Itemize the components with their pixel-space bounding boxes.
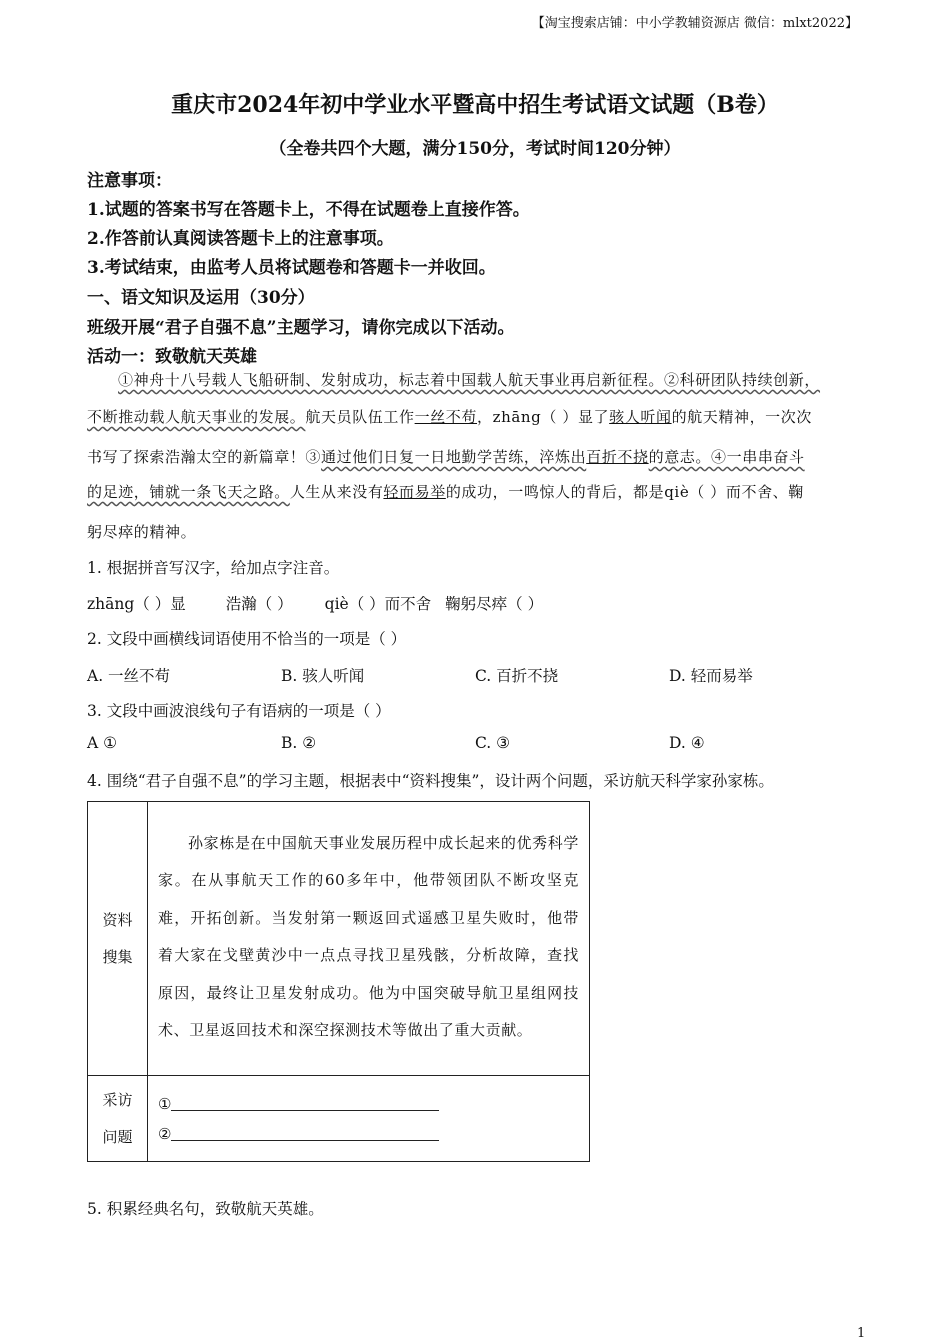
passage-text: ，zhāng（ ）显了 [477,408,610,426]
info-content-cell [148,802,590,1076]
passage-text: 的成功，一鸣惊人的背后，都是qiè（ ）而不舍、鞠 [445,483,804,501]
notice-heading: 注意事项： [87,171,172,191]
question-5-prompt: 5. 积累经典名句，致敬航天英雄。 [87,1200,324,1218]
answer-line-1[interactable] [171,1093,439,1111]
info-text: 孙家栋是在中国航天事业发展历程中成长起来的优秀科学家。在从事航天工作的60多年中，他带领团队不断攻坚克难，开拓创新。当发射第一颗返回式遥感卫星失败时，他带着大家在戈壁黄沙中一点点寻找卫星残骸，分析故障，查找原因，最终让卫星发射成功。他为中国突破导航卫星组网技术、卫星返回技术和深空探测技术等做出了重大贡献。 [158,833,579,1039]
passage-text: 人生从来没有 [289,483,384,501]
passage-line-1 [118,369,820,390]
q3-option-a[interactable]: A ① [87,734,118,752]
interview-question-2 [158,1119,579,1149]
passage-line-2 [87,406,812,427]
q1-item: qiè（ ）而不舍 [324,595,432,613]
notice-item-2: 2.作答前认真阅读答题卡上的注意事项。 [87,229,394,249]
notice-item-3: 3.考试结束，由监考人员将试题卷和答题卡一并收回。 [87,258,496,278]
q2-option-c[interactable]: C. 百折不挠 [475,667,559,685]
notice-item-1: 1.试题的答案书写在答题卡上，不得在试题卷上直接作答。 [87,200,530,220]
q2-option-a[interactable]: A. 一丝不苟 [87,667,171,685]
passage-wavy-text: ①神舟十八号载人飞船研制、发射成功，标志着中国载人航天事业再启新征程。②科研团队持续创新， [118,371,821,389]
interview-question-1 [158,1089,579,1119]
question-3-prompt: 3. 文段中画波浪线句子有语病的一项是（ ） [87,702,391,720]
info-label-line-2: 搜集 [102,947,133,966]
passage-text: 书写了探索浩瀚太空的新篇章！③ [87,448,322,466]
passage-line-4 [87,481,804,502]
section-heading: 一、语文知识及运用（30分） [87,288,315,308]
interview-questions-cell [148,1076,590,1162]
interview-label-line-2: 问题 [102,1127,133,1146]
exam-subtitle: （全卷共四个大题，满分150分，考试时间120分钟） [269,139,681,159]
q3-option-c[interactable]: C. ③ [475,734,511,752]
section-intro: 班级开展“君子自强不息”主题学习，请你完成以下活动。 [87,318,515,338]
underlined-word: 一丝不苟 [414,408,478,426]
passage-wavy-text: 的足迹，铺就一条飞天之路。 [87,483,290,501]
passage-text: 航天员队伍工作 [305,408,415,426]
info-row [88,802,590,1076]
passage-wavy-text: 不断推动载人航天事业的发展。 [87,408,306,426]
interview-label-cell [88,1076,148,1162]
info-label-cell [88,802,148,1076]
info-label-line-1: 资料 [102,910,133,929]
interview-row [88,1076,590,1162]
info-table [87,801,590,1162]
question-2-prompt: 2. 文段中画横线词语使用不恰当的一项是（ ） [87,630,407,648]
question-1-prompt: 1. 根据拼音写汉字，给加点字注音。 [87,559,340,577]
q3-option-b[interactable]: B. ② [281,734,317,752]
question-4-prompt: 4. 围绕“君子自强不息”的学习主题，根据表中“资料搜集”，设计两个问题，采访航天科学家孙家栋。 [87,772,774,790]
answer-line-2[interactable] [171,1123,439,1141]
passage-line-3 [87,446,805,467]
underlined-word: 百折不挠 [586,448,649,466]
store-note: 【淘宝搜索店铺：中小学教辅资源店 微信：mlxt2022】 [531,16,858,31]
underlined-word: 骇人听闻 [609,408,672,426]
passage-text: 的航天精神，一次次 [671,408,812,426]
page-number: 1 [857,1326,866,1341]
exam-title: 重庆市2024年初中学业水平暨高中招生考试语文试题（B卷） [171,92,779,118]
activity-title: 活动一：致敬航天英雄 [87,347,257,367]
passage-wavy-text: 通过他们日复一日地勤学苦练，淬炼出 [321,448,587,466]
question-1-items [87,592,543,614]
circled-number-2: ② [158,1124,172,1143]
q2-option-b[interactable]: B. 骇人听闻 [281,667,365,685]
q1-item: 浩瀚（ ） [225,595,293,613]
q2-option-d[interactable]: D. 轻而易举 [669,667,753,685]
q1-item: zhāng（ ）显 [87,595,186,613]
interview-label-line-1: 采访 [102,1090,133,1109]
q3-option-d[interactable]: D. ④ [669,734,705,752]
circled-number-1: ① [158,1094,172,1113]
passage-line-5: 躬尽瘁的精神。 [87,523,197,541]
q1-item: 鞠躬尽瘁（ ） [445,595,544,613]
passage-wavy-text: 的意志。④一串串奋斗 [648,448,805,466]
underlined-word: 轻而易举 [383,483,446,501]
